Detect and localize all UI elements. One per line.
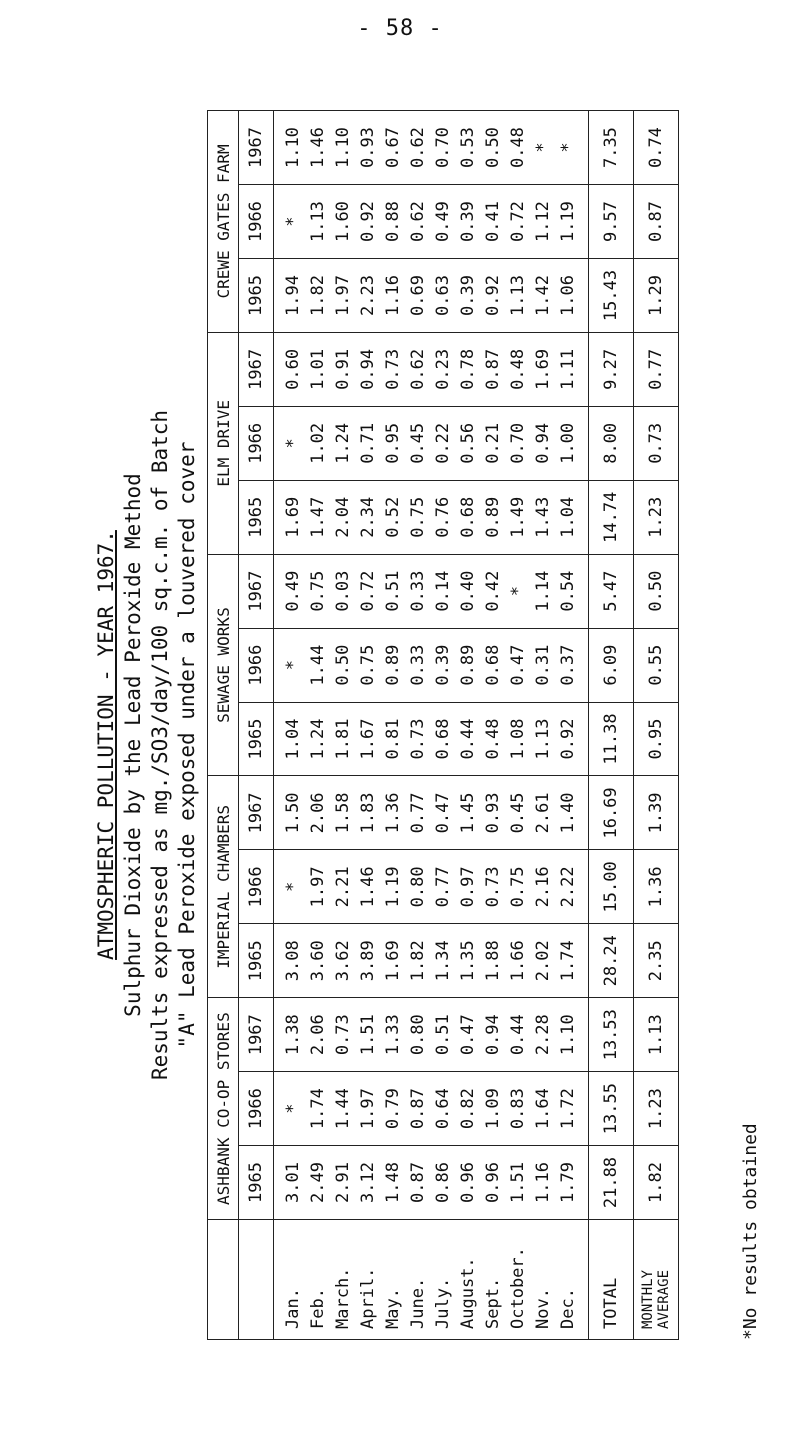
year-header: 1966 <box>239 628 274 702</box>
year-header: 1966 <box>239 850 274 924</box>
value-cell: 1.34 <box>430 924 455 998</box>
value-cell: 1.10 <box>330 111 355 185</box>
value-cell: 1.94 <box>274 259 306 333</box>
value-cell: 0.80 <box>405 998 430 1072</box>
month-label: April. <box>355 1220 380 1340</box>
value-cell: * <box>530 111 555 185</box>
value-cell: * <box>274 185 306 259</box>
value-cell: 0.86 <box>430 1146 455 1220</box>
total-cell: 11.38 <box>589 702 634 776</box>
value-cell: 1.66 <box>505 924 530 998</box>
value-cell: 2.28 <box>530 998 555 1072</box>
value-cell: 0.94 <box>480 998 505 1072</box>
value-cell: 0.71 <box>355 406 380 480</box>
value-cell: 1.02 <box>305 406 330 480</box>
total-cell: 16.69 <box>589 776 634 850</box>
value-cell: 1.88 <box>480 924 505 998</box>
value-cell: 1.35 <box>455 924 480 998</box>
month-label: May. <box>380 1220 405 1340</box>
value-cell: 0.51 <box>380 554 405 628</box>
value-cell: 1.16 <box>530 1146 555 1220</box>
value-cell: 0.44 <box>455 702 480 776</box>
value-cell: 1.04 <box>555 480 589 554</box>
value-cell: 2.04 <box>330 480 355 554</box>
station-header: IMPERIAL CHAMBERS <box>208 776 239 998</box>
table-row <box>305 111 330 1340</box>
year-header: 1967 <box>239 776 274 850</box>
average-cell: 0.87 <box>634 185 679 259</box>
total-cell: 28.24 <box>589 924 634 998</box>
table-row <box>455 111 480 1340</box>
value-cell: 0.48 <box>505 111 530 185</box>
value-cell: 0.63 <box>430 259 455 333</box>
value-cell: 0.73 <box>405 702 430 776</box>
total-cell: 13.53 <box>589 998 634 1072</box>
table-row <box>505 111 530 1340</box>
value-cell: 0.33 <box>405 628 430 702</box>
value-cell: 1.36 <box>380 776 405 850</box>
value-cell: 3.62 <box>330 924 355 998</box>
value-cell: 0.87 <box>480 332 505 406</box>
value-cell: 1.06 <box>555 259 589 333</box>
heading-line-exposure: "A" Lead Peroxide exposed under a louvered cover <box>175 441 199 1049</box>
value-cell: 1.14 <box>530 554 555 628</box>
value-cell: 1.64 <box>530 1072 555 1146</box>
value-cell: 0.96 <box>480 1146 505 1220</box>
corner-cell-years <box>239 1220 274 1340</box>
year-header: 1966 <box>239 1072 274 1146</box>
month-label: March. <box>330 1220 355 1340</box>
value-cell: 0.42 <box>480 554 505 628</box>
average-row <box>634 111 679 1340</box>
value-cell: 1.74 <box>555 924 589 998</box>
month-label: July. <box>430 1220 455 1340</box>
total-cell: 21.88 <box>589 1146 634 1220</box>
month-label: June. <box>405 1220 430 1340</box>
value-cell: 0.47 <box>505 628 530 702</box>
table-row <box>274 111 306 1340</box>
value-cell: 1.51 <box>355 998 380 1072</box>
value-cell: 0.70 <box>430 111 455 185</box>
value-cell: 0.75 <box>305 554 330 628</box>
value-cell: 0.77 <box>430 850 455 924</box>
value-cell: 1.48 <box>380 1146 405 1220</box>
value-cell: 0.03 <box>330 554 355 628</box>
value-cell: 1.10 <box>555 998 589 1072</box>
value-cell: 0.39 <box>455 185 480 259</box>
value-cell: 0.48 <box>505 332 530 406</box>
value-cell: 0.37 <box>555 628 589 702</box>
value-cell: 0.50 <box>480 111 505 185</box>
value-cell: 0.75 <box>405 480 430 554</box>
month-label: Feb. <box>305 1220 330 1340</box>
month-label: Jan. <box>274 1220 306 1340</box>
average-label-line1: MONTHLY <box>640 1269 656 1329</box>
value-cell: 0.73 <box>480 850 505 924</box>
value-cell: 0.69 <box>405 259 430 333</box>
value-cell: 0.64 <box>430 1072 455 1146</box>
value-cell: 1.33 <box>380 998 405 1072</box>
value-cell: 1.12 <box>530 185 555 259</box>
value-cell: 1.10 <box>274 111 306 185</box>
value-cell: 2.49 <box>305 1146 330 1220</box>
value-cell: * <box>274 628 306 702</box>
value-cell: 1.49 <box>505 480 530 554</box>
total-row <box>589 111 634 1340</box>
value-cell: 0.77 <box>405 776 430 850</box>
station-header: CREWE GATES FARM <box>208 111 239 333</box>
value-cell: 0.92 <box>355 185 380 259</box>
year-header: 1965 <box>239 924 274 998</box>
value-cell: 1.82 <box>305 259 330 333</box>
value-cell: 0.93 <box>355 111 380 185</box>
value-cell: 1.69 <box>274 480 306 554</box>
value-cell: 1.67 <box>355 702 380 776</box>
table-row <box>430 111 455 1340</box>
station-header: SEWAGE WORKS <box>208 554 239 776</box>
month-label: Sept. <box>480 1220 505 1340</box>
value-cell: 0.47 <box>455 998 480 1072</box>
year-header: 1967 <box>239 554 274 628</box>
value-cell: 1.38 <box>274 998 306 1072</box>
month-label: August. <box>455 1220 480 1340</box>
value-cell: 0.56 <box>455 406 480 480</box>
total-cell: 15.00 <box>589 850 634 924</box>
value-cell: 0.92 <box>480 259 505 333</box>
value-cell: 0.41 <box>480 185 505 259</box>
value-cell: 0.89 <box>380 628 405 702</box>
value-cell: 1.83 <box>355 776 380 850</box>
value-cell: 0.93 <box>480 776 505 850</box>
value-cell: 0.94 <box>530 406 555 480</box>
value-cell: 2.21 <box>330 850 355 924</box>
value-cell: 0.31 <box>530 628 555 702</box>
average-cell: 1.23 <box>634 1072 679 1146</box>
value-cell: 0.45 <box>505 776 530 850</box>
year-header: 1965 <box>239 480 274 554</box>
value-cell: 0.62 <box>405 111 430 185</box>
value-cell: 2.23 <box>355 259 380 333</box>
value-cell: 0.54 <box>555 554 589 628</box>
year-header: 1966 <box>239 185 274 259</box>
value-cell: 1.50 <box>274 776 306 850</box>
total-cell: 9.27 <box>589 332 634 406</box>
average-cell: 1.36 <box>634 850 679 924</box>
month-label: Dec. <box>555 1220 589 1340</box>
value-cell: 0.75 <box>355 628 380 702</box>
value-cell: 0.39 <box>430 628 455 702</box>
year-header-row <box>239 111 274 1340</box>
value-cell: 0.73 <box>330 998 355 1072</box>
value-cell: 0.92 <box>555 702 589 776</box>
table-row <box>530 111 555 1340</box>
table-row <box>555 111 589 1340</box>
table-row <box>480 111 505 1340</box>
year-header: 1966 <box>239 406 274 480</box>
station-header-row <box>208 111 239 1340</box>
value-cell: 0.83 <box>505 1072 530 1146</box>
table-row <box>330 111 355 1340</box>
document-heading <box>93 110 201 1380</box>
value-cell: 2.61 <box>530 776 555 850</box>
month-label: October. <box>505 1220 530 1340</box>
average-label-line2: AVERAGE <box>656 1269 672 1329</box>
total-cell: 8.00 <box>589 406 634 480</box>
value-cell: 1.42 <box>530 259 555 333</box>
value-cell: 0.97 <box>455 850 480 924</box>
heading-line-units: Results expressed as mg./SO3/day/100 sq.c.m. of Batch <box>148 409 172 1081</box>
value-cell: 1.60 <box>330 185 355 259</box>
heading-line-method: Sulphur Dioxide by the Lead Peroxide Method <box>121 473 145 1017</box>
value-cell: 1.13 <box>505 259 530 333</box>
value-cell: 0.88 <box>380 185 405 259</box>
value-cell: 0.89 <box>455 628 480 702</box>
value-cell: 1.45 <box>455 776 480 850</box>
average-cell: 1.39 <box>634 776 679 850</box>
value-cell: 1.46 <box>305 111 330 185</box>
rotated-page-content <box>55 110 761 1380</box>
value-cell: 1.24 <box>330 406 355 480</box>
total-cell: 6.09 <box>589 628 634 702</box>
value-cell: 1.44 <box>305 628 330 702</box>
value-cell: 1.13 <box>305 185 330 259</box>
value-cell: 0.23 <box>430 332 455 406</box>
total-cell: 7.35 <box>589 111 634 185</box>
value-cell: 2.06 <box>305 776 330 850</box>
value-cell: 2.22 <box>555 850 589 924</box>
value-cell: 1.16 <box>380 259 405 333</box>
value-cell: 2.34 <box>355 480 380 554</box>
value-cell: 0.60 <box>274 332 306 406</box>
value-cell: * <box>505 554 530 628</box>
value-cell: 1.74 <box>305 1072 330 1146</box>
value-cell: 1.08 <box>505 702 530 776</box>
value-cell: 1.81 <box>330 702 355 776</box>
average-cell: 0.50 <box>634 554 679 628</box>
value-cell: 0.75 <box>505 850 530 924</box>
value-cell: 2.02 <box>530 924 555 998</box>
value-cell: 0.53 <box>455 111 480 185</box>
average-cell: 0.74 <box>634 111 679 185</box>
value-cell: 1.13 <box>530 702 555 776</box>
station-header: ELM DRIVE <box>208 332 239 554</box>
average-cell: 0.95 <box>634 702 679 776</box>
average-cell: 2.35 <box>634 924 679 998</box>
value-cell: 1.58 <box>330 776 355 850</box>
value-cell: 1.19 <box>555 185 589 259</box>
month-label: Nov. <box>530 1220 555 1340</box>
value-cell: 1.82 <box>405 924 430 998</box>
value-cell: 0.87 <box>405 1072 430 1146</box>
value-cell: * <box>555 111 589 185</box>
value-cell: 1.46 <box>355 850 380 924</box>
value-cell: 1.69 <box>380 924 405 998</box>
value-cell: 0.39 <box>455 259 480 333</box>
value-cell: 0.45 <box>405 406 430 480</box>
page-number: - 58 - <box>357 16 443 41</box>
value-cell: * <box>274 406 306 480</box>
value-cell: 1.97 <box>355 1072 380 1146</box>
value-cell: 0.62 <box>405 332 430 406</box>
value-cell: 1.51 <box>505 1146 530 1220</box>
footnote: *No results obtained <box>740 1123 761 1340</box>
value-cell: 0.40 <box>455 554 480 628</box>
value-cell: 1.47 <box>305 480 330 554</box>
value-cell: 1.69 <box>530 332 555 406</box>
value-cell: 1.00 <box>555 406 589 480</box>
year-header: 1967 <box>239 111 274 185</box>
average-cell: 0.77 <box>634 332 679 406</box>
average-cell: 1.23 <box>634 480 679 554</box>
value-cell: 1.01 <box>305 332 330 406</box>
value-cell: 2.16 <box>530 850 555 924</box>
total-cell: 15.43 <box>589 259 634 333</box>
value-cell: 0.21 <box>480 406 505 480</box>
sulphur-dioxide-table <box>207 110 679 1340</box>
value-cell: 0.95 <box>380 406 405 480</box>
value-cell: 0.67 <box>380 111 405 185</box>
value-cell: 0.70 <box>505 406 530 480</box>
year-header: 1965 <box>239 702 274 776</box>
year-header: 1965 <box>239 259 274 333</box>
average-cell: 1.82 <box>634 1146 679 1220</box>
value-cell: 0.80 <box>405 850 430 924</box>
value-cell: 0.79 <box>380 1072 405 1146</box>
value-cell: 0.72 <box>505 185 530 259</box>
value-cell: 3.01 <box>274 1146 306 1220</box>
value-cell: 0.22 <box>430 406 455 480</box>
average-cell: 1.13 <box>634 998 679 1072</box>
year-header: 1967 <box>239 332 274 406</box>
value-cell: 1.11 <box>555 332 589 406</box>
year-header: 1967 <box>239 998 274 1072</box>
value-cell: 1.72 <box>555 1072 589 1146</box>
value-cell: 1.09 <box>480 1072 505 1146</box>
value-cell: 0.76 <box>430 480 455 554</box>
value-cell: 0.81 <box>380 702 405 776</box>
year-header: 1965 <box>239 1146 274 1220</box>
value-cell: 0.48 <box>480 702 505 776</box>
total-cell: 5.47 <box>589 554 634 628</box>
average-cell: 0.73 <box>634 406 679 480</box>
average-cell: 1.29 <box>634 259 679 333</box>
total-label: TOTAL <box>589 1220 634 1340</box>
value-cell: 1.79 <box>555 1146 589 1220</box>
value-cell: 0.14 <box>430 554 455 628</box>
value-cell: 1.24 <box>305 702 330 776</box>
value-cell: 0.44 <box>505 998 530 1072</box>
value-cell: * <box>274 1072 306 1146</box>
value-cell: 3.60 <box>305 924 330 998</box>
average-cell: 0.55 <box>634 628 679 702</box>
value-cell: 1.97 <box>305 850 330 924</box>
value-cell: 3.12 <box>355 1146 380 1220</box>
table-body <box>274 111 679 1340</box>
value-cell: 0.72 <box>355 554 380 628</box>
document-title: ATMOSPHERIC POLLUTION - YEAR 1967. <box>94 530 118 960</box>
value-cell: 0.52 <box>380 480 405 554</box>
value-cell: 0.68 <box>430 702 455 776</box>
table-row <box>355 111 380 1340</box>
value-cell: 0.68 <box>455 480 480 554</box>
station-header: ASHBANK CO-OP STORES <box>208 998 239 1220</box>
value-cell: 2.91 <box>330 1146 355 1220</box>
table-row <box>380 111 405 1340</box>
total-cell: 9.57 <box>589 185 634 259</box>
value-cell: 2.06 <box>305 998 330 1072</box>
value-cell: 1.43 <box>530 480 555 554</box>
value-cell: 0.89 <box>480 480 505 554</box>
value-cell: 1.40 <box>555 776 589 850</box>
value-cell: 0.49 <box>274 554 306 628</box>
value-cell: 0.96 <box>455 1146 480 1220</box>
total-cell: 13.55 <box>589 1072 634 1146</box>
value-cell: 3.08 <box>274 924 306 998</box>
value-cell: 0.94 <box>355 332 380 406</box>
value-cell: 0.49 <box>430 185 455 259</box>
value-cell: 0.51 <box>430 998 455 1072</box>
value-cell: 1.97 <box>330 259 355 333</box>
total-cell: 14.74 <box>589 480 634 554</box>
value-cell: 0.62 <box>405 185 430 259</box>
corner-cell <box>208 1220 239 1340</box>
value-cell: 0.68 <box>480 628 505 702</box>
value-cell: 0.47 <box>430 776 455 850</box>
value-cell: 1.44 <box>330 1072 355 1146</box>
value-cell: 0.33 <box>405 554 430 628</box>
value-cell: 0.91 <box>330 332 355 406</box>
value-cell: 0.73 <box>380 332 405 406</box>
average-label <box>634 1220 679 1340</box>
value-cell: 1.04 <box>274 702 306 776</box>
value-cell: 0.87 <box>405 1146 430 1220</box>
value-cell: 0.82 <box>455 1072 480 1146</box>
table-row <box>405 111 430 1340</box>
value-cell: * <box>274 850 306 924</box>
value-cell: 0.78 <box>455 332 480 406</box>
value-cell: 1.19 <box>380 850 405 924</box>
value-cell: 0.50 <box>330 628 355 702</box>
value-cell: 3.89 <box>355 924 380 998</box>
